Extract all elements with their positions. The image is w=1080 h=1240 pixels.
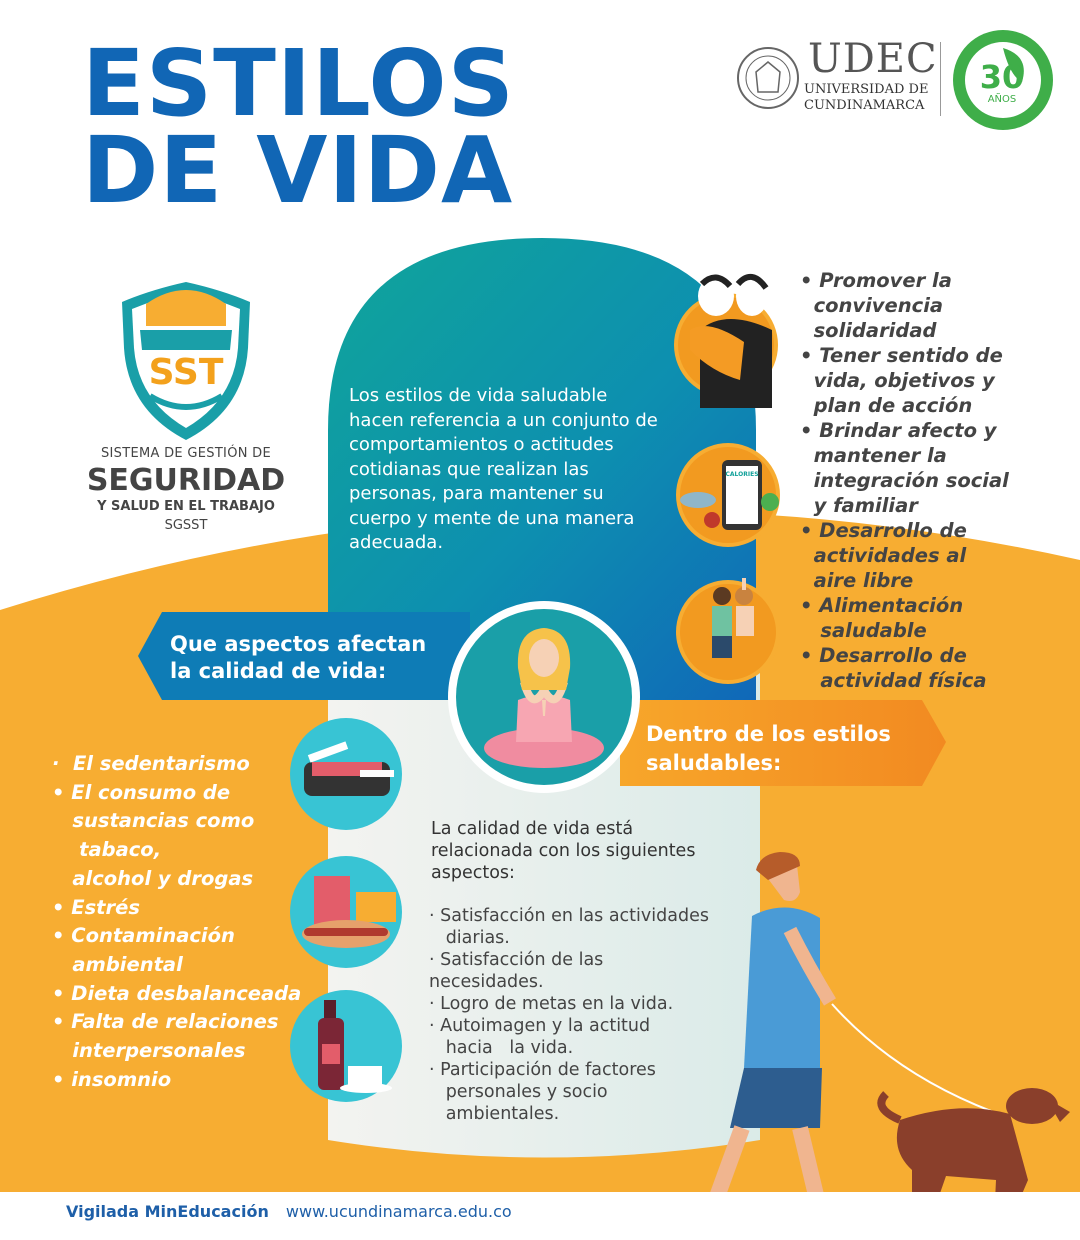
healthy-habits-list: [800, 268, 1080, 693]
footer-website-link[interactable]: www.ucundinamarca.edu.co: [285, 1202, 512, 1221]
healthy-habit-line: mantener la: [800, 444, 947, 467]
anniversary-number: 30: [979, 58, 1025, 96]
udec-logo-subtitle: UNIVERSIDAD DE CUNDINAMARCA: [804, 82, 929, 113]
healthy-habit-line: • Brindar afecto y: [800, 419, 997, 442]
risk-factor-line: • Estrés: [52, 895, 140, 919]
lifestyle-description: Los estilos de vida saludable hacen referencia a un conjunto de comportamientos o actitudes cotidianas que realizan las personas, para mantener su cuerpo y mente de una manera adecuada.: [349, 385, 658, 553]
risk-factor-line: • insomnio: [52, 1067, 172, 1091]
quality-aspect-line: personales y socio: [429, 1082, 608, 1102]
sst-shield-logo: [122, 282, 250, 440]
left-banner-text: Que aspectos afectan la calidad de vida:: [170, 632, 427, 683]
quality-of-life-list: [429, 905, 759, 1125]
healthy-habit-line: solidaridad: [800, 319, 937, 342]
quality-aspect-line: diarias.: [429, 928, 510, 948]
healthy-habit-line: • Alimentación: [800, 594, 964, 617]
quality-aspect-line: · Satisfacción en las actividades: [429, 906, 709, 926]
healthy-habit-line: plan de acción: [800, 394, 973, 417]
sst-line-1: SISTEMA DE GESTIÓN DE: [100, 446, 272, 461]
quality-aspect-line: ambientales.: [429, 1104, 560, 1124]
page-title-line-1: ESTILOS: [82, 30, 515, 137]
healthy-habit-line: saludable: [800, 619, 927, 642]
healthy-habit-line: convivencia: [800, 294, 944, 317]
phone-food-illustration: [676, 443, 780, 547]
quality-of-life-intro: La calidad de vida está relacionada con los siguientes aspectos:: [431, 819, 696, 883]
healthy-habit-line: y familiar: [800, 494, 918, 517]
udec-logo-name: UDEC: [808, 36, 938, 82]
anniversary-word: AÑOS: [987, 94, 1017, 105]
sst-line-2: SEGURIDAD: [86, 463, 286, 498]
quality-aspect-line: hacia la vida.: [429, 1038, 574, 1058]
risk-factor-line: • Falta de relaciones: [52, 1010, 279, 1034]
sst-line-4: SGSST: [164, 518, 208, 533]
healthy-habit-line: • Desarrollo de: [800, 644, 967, 667]
healthy-habit-line: • Tener sentido de: [800, 344, 1003, 367]
quality-aspect-line: · Autoimagen y la actitud: [429, 1016, 651, 1036]
sst-badge-text: SST: [148, 352, 224, 393]
quality-aspect-line: · Participación de factores: [429, 1060, 656, 1080]
risk-factor-line: • El consumo de: [52, 780, 231, 804]
risk-factor-line: ambiental: [52, 952, 183, 976]
right-banner-text: Dentro de los estilos saludables:: [646, 722, 891, 775]
quality-aspect-line: · Satisfacción de las: [429, 950, 604, 970]
footer-vigilada: Vigilada MinEducación: [66, 1202, 269, 1221]
quality-aspect-line: necesidades.: [429, 972, 544, 992]
risk-factor-line: interpersonales: [52, 1039, 246, 1063]
page-title-line-2: DE VIDA: [82, 117, 514, 224]
risk-factor-line: alcohol y drogas: [52, 866, 254, 890]
risk-factors-list: [52, 750, 322, 1094]
calories-label: CALORIES: [725, 471, 759, 478]
healthy-habit-line: • Desarrollo de: [800, 519, 967, 542]
healthy-habit-line: integración social: [800, 469, 1009, 492]
risk-factor-line: • Dieta desbalanceada: [52, 981, 302, 1005]
healthy-habit-line: actividad física: [800, 669, 987, 692]
quality-aspect-line: · Logro de metas en la vida.: [429, 994, 674, 1014]
healthy-habit-line: vida, objetivos y: [800, 369, 995, 392]
logo-divider: [940, 42, 941, 116]
sst-line-3: Y SALUD EN EL TRABAJO: [97, 499, 275, 514]
risk-factor-line: · El sedentarismo: [52, 752, 250, 775]
udec-seal: [738, 48, 798, 108]
healthy-habit-line: aire libre: [800, 569, 914, 592]
risk-factor-line: • Contaminación: [52, 924, 235, 948]
risk-factor-line: sustancias como: [52, 809, 255, 833]
risk-factor-line: tabaco,: [52, 838, 162, 862]
footer: [66, 1202, 512, 1221]
healthy-habit-line: • Promover la: [800, 269, 952, 292]
healthy-habit-line: actividades al: [800, 544, 967, 567]
